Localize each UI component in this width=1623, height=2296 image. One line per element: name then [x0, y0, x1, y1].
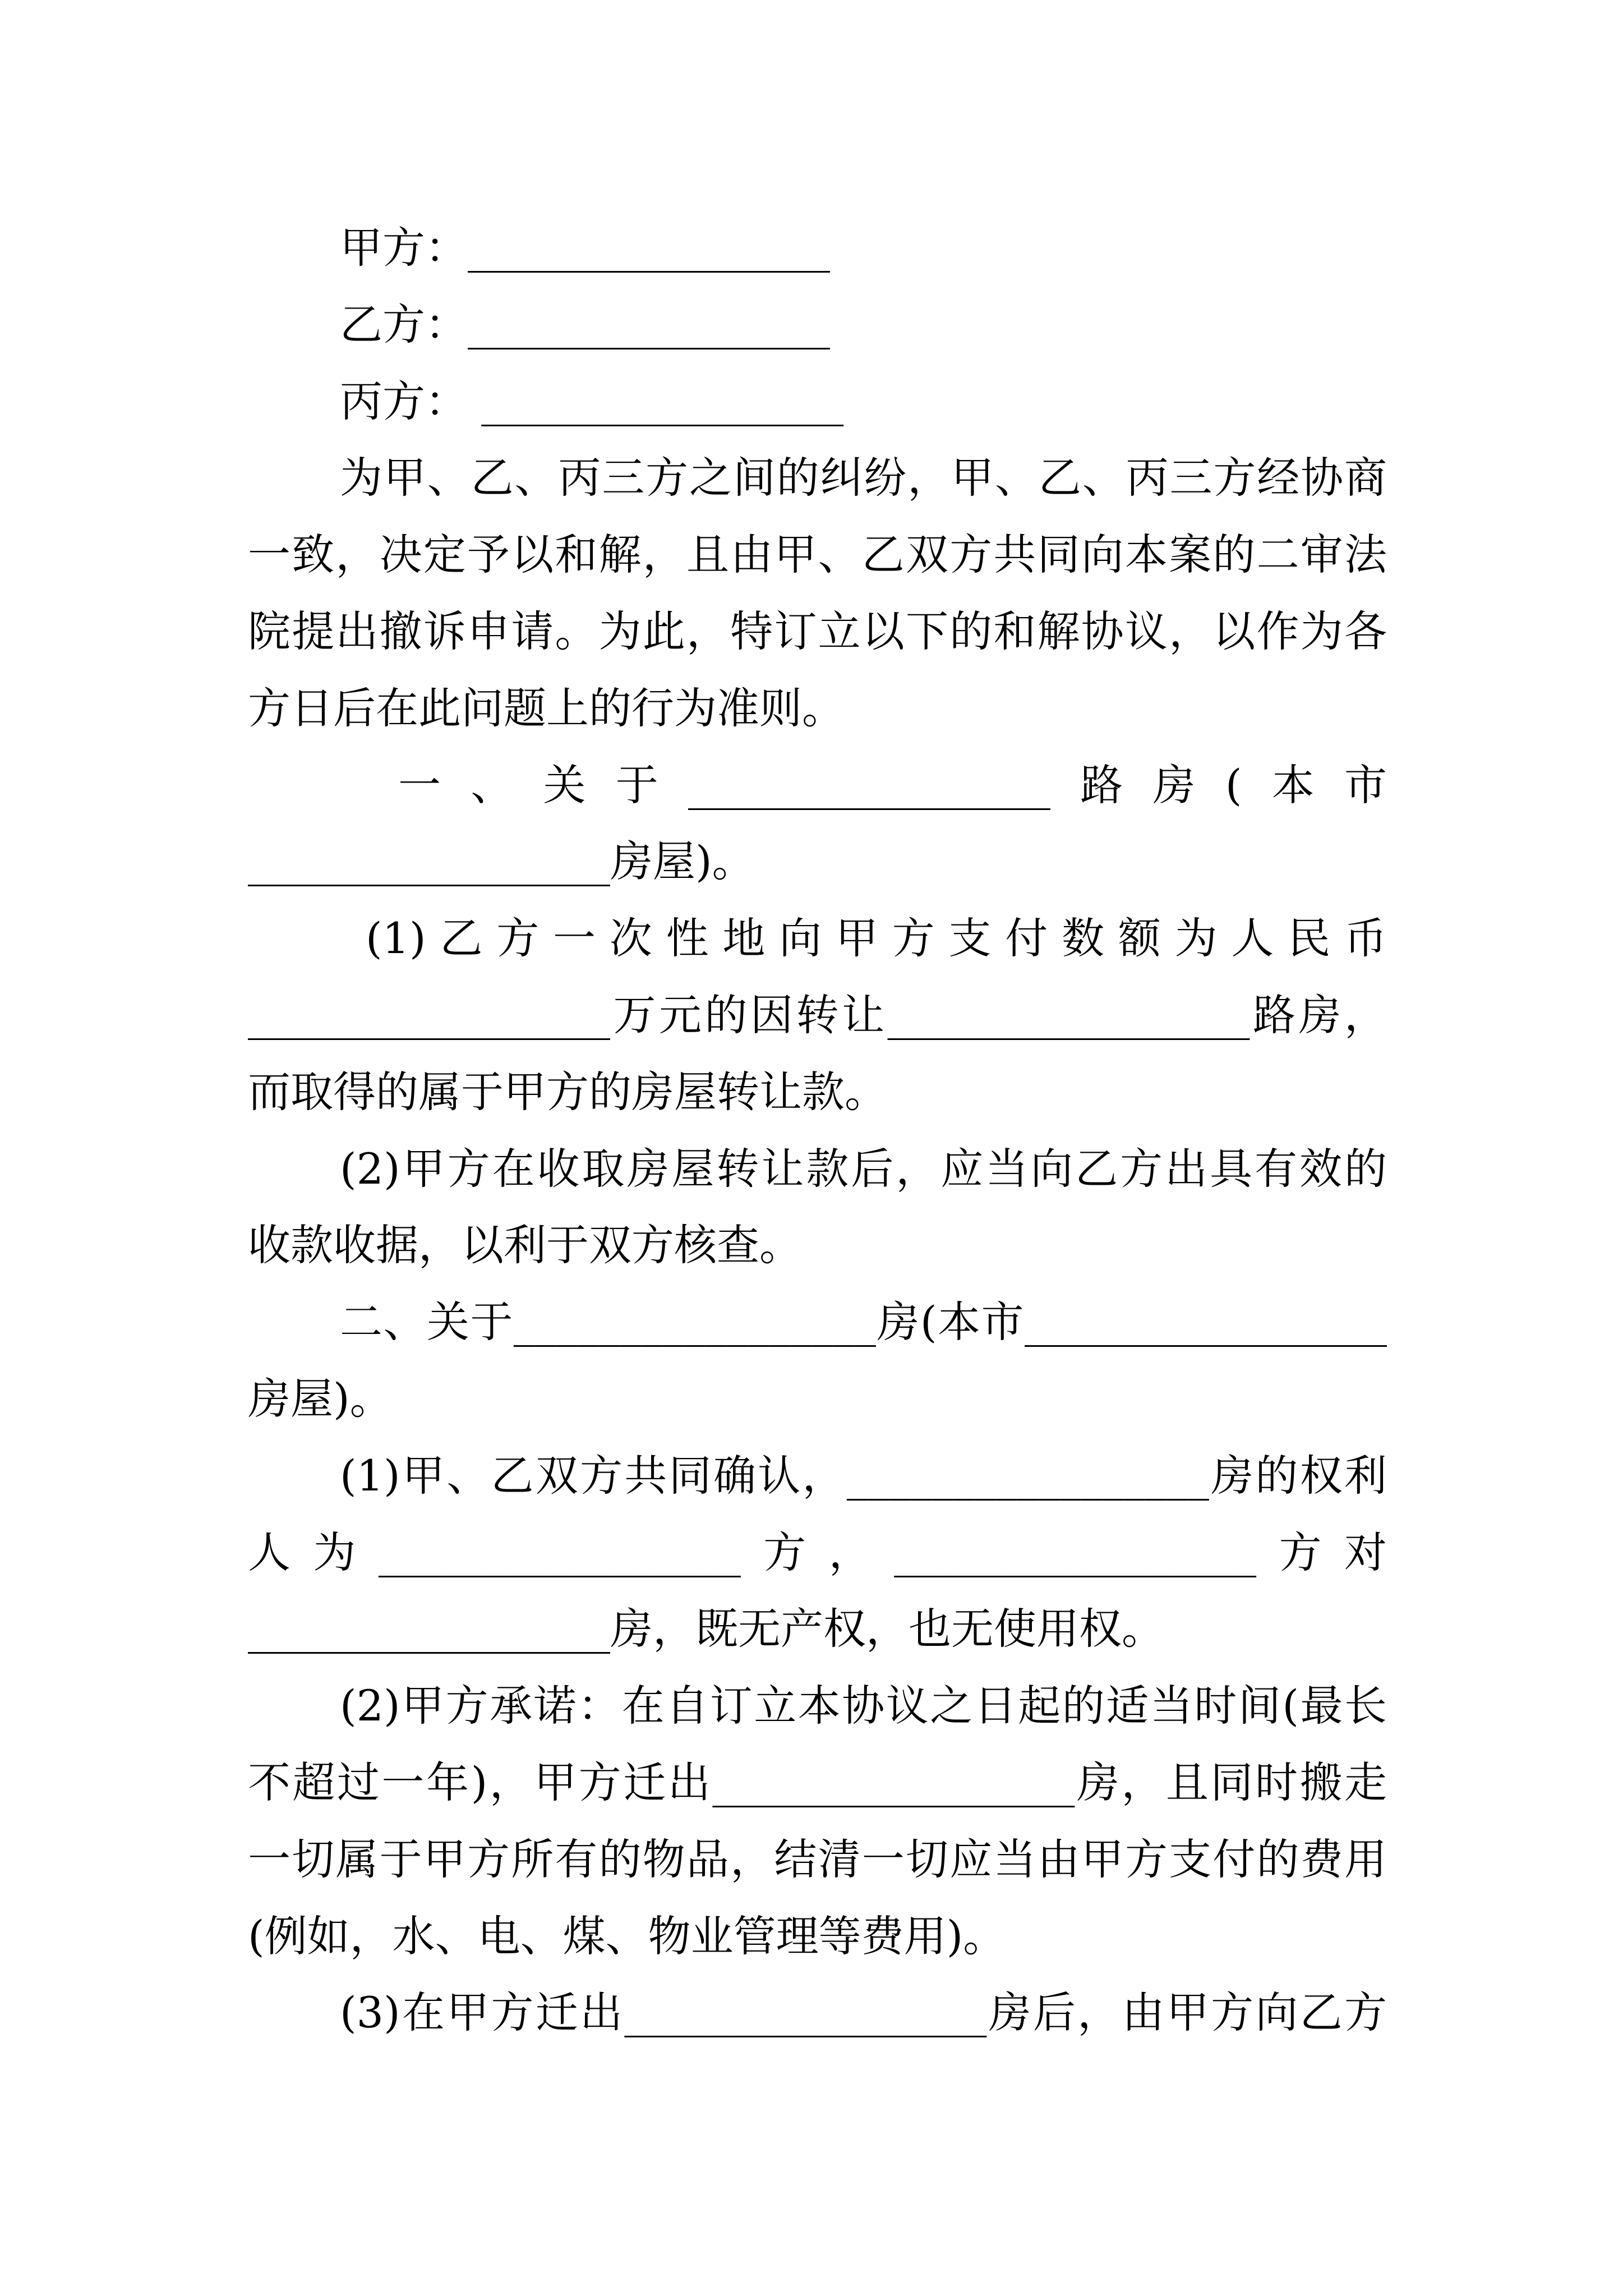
clause-2-item-2-line: (例如，水、电、煤、物业管理等费用)。 [248, 1911, 1006, 1961]
clause-2-item-2-line: 一切属于甲方所有的物品，结清一切应当由甲方支付的费用 [248, 1834, 1387, 1884]
clause-1-item-1-line: (1)乙方一次性地向甲方支付数额为人民币 [366, 913, 1387, 964]
clause-2-heading [248, 1284, 1387, 1438]
clause-1-item-1-line: _________________万元的因转让_________________路房， [248, 990, 1387, 1040]
clause-2-item-1 [248, 1438, 1387, 1668]
clause-1-item-1-line: 而取得的属于甲方的房屋转让款。 [248, 1066, 887, 1117]
preamble-line: 方日后在此问题上的行为准则。 [248, 683, 845, 733]
clause-2-item-1-line: (1)甲、乙双方共同确认，_________________房的权利 [340, 1450, 1387, 1501]
parties-block [248, 210, 1387, 440]
clause-2-heading-line: 房屋)。 [248, 1373, 393, 1424]
clause-1-item-1 [248, 900, 1387, 1130]
clause-2-item-2-line: 不超过一年)，甲方迁出_________________房，且同时搬走 [248, 1757, 1387, 1807]
clause-1-heading-line: 一、关于_________________路房(本市 [398, 760, 1387, 810]
clause-2-item-2 [248, 1668, 1387, 1975]
preamble-line: 为甲、乙、丙三方之间的纠纷，甲、乙、丙三方经协商 [340, 453, 1387, 503]
clause-2-item-1-line: 人为_________________方，_________________方对 [248, 1527, 1387, 1577]
clause-2-item-3-line: (3)在甲方迁出_________________房后，由甲方向乙方 [340, 1987, 1387, 2038]
clause-1-heading [248, 747, 1387, 901]
clause-1-heading-line: _________________房屋)。 [248, 836, 755, 887]
clause-1-item-2-line: (2)甲方在收取房屋转让款后，应当向乙方出具有效的 [340, 1143, 1387, 1194]
clause-2-item-2-line: (2)甲方承诺：在自订立本协议之日起的适当时间(最长 [340, 1681, 1387, 1731]
clause-2-item-3 [248, 1975, 1387, 2051]
party-a-line: 甲方：_________________ [340, 223, 830, 273]
settlement-agreement [248, 210, 1387, 2051]
preamble-line: 一致，决定予以和解，且由甲、乙双方共同向本案的二审法 [248, 530, 1387, 580]
clause-1-item-2 [248, 1131, 1387, 1285]
clause-2-heading-line: 二、关于_________________房(本市_________________ [340, 1297, 1387, 1347]
clause-2-item-1-line: _________________房，既无产权，也无使用权。 [248, 1604, 1164, 1654]
party-b-line: 乙方：_________________ [340, 299, 830, 349]
preamble-line: 院提出撤诉申请。为此，特订立以下的和解协议，以作为各 [248, 606, 1387, 656]
party-c-line: 丙方： _________________ [340, 376, 844, 426]
preamble-paragraph [248, 440, 1387, 747]
clause-1-item-2-line: 收款收据，以利于双方核查。 [248, 1220, 802, 1271]
